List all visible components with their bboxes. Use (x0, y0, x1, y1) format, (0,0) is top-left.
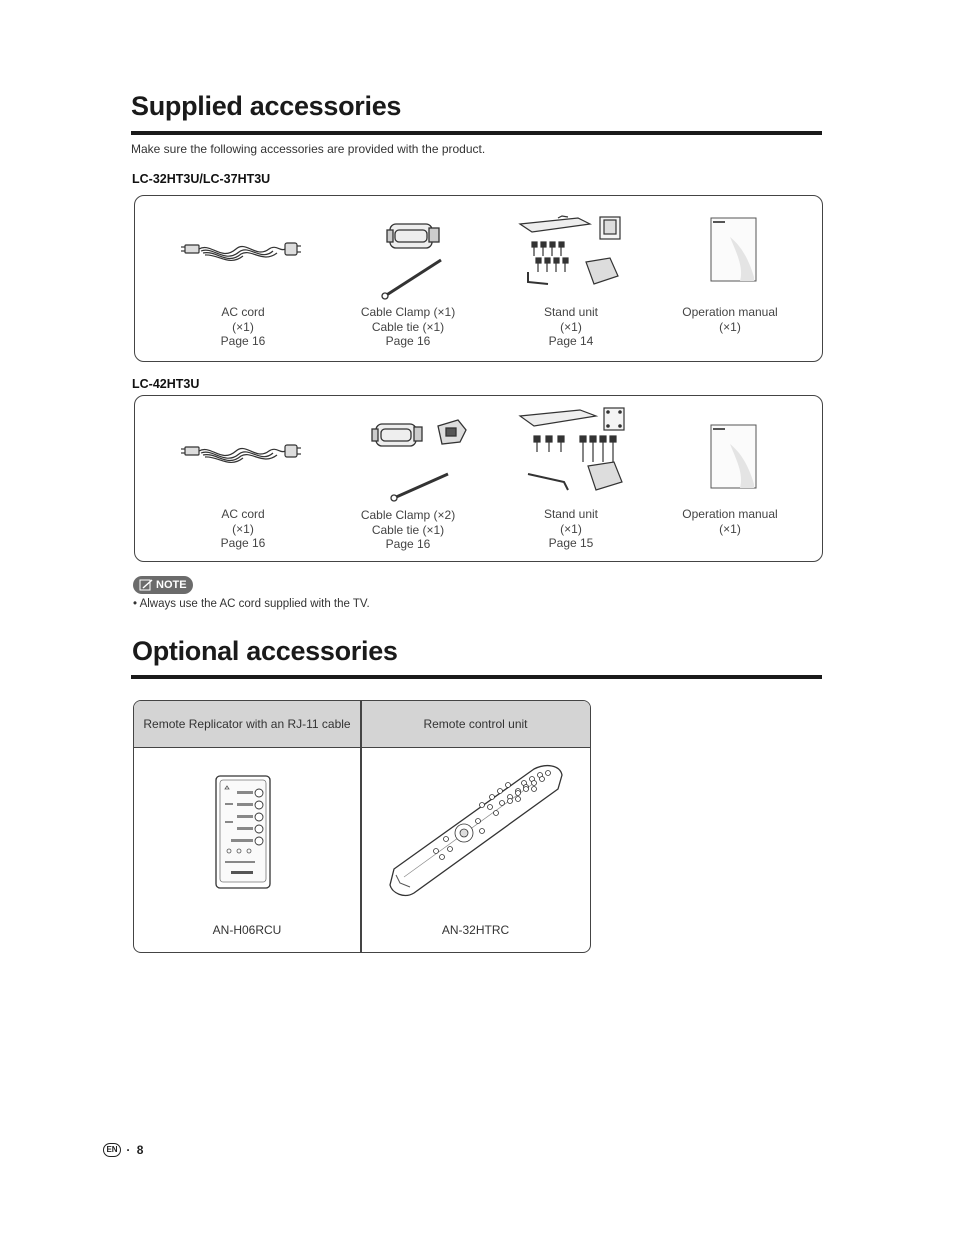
caption-cable-clamp: Cable Clamp (×1) Cable tie (×1) Page 16 (360, 305, 456, 348)
accessory-box-lc42 (134, 395, 823, 562)
caption-stand-unit: Stand unit (×1) Page 15 (543, 507, 599, 550)
model-an-32htrc: AN-32HTRC (441, 923, 510, 937)
operation-manual-icon (710, 424, 758, 490)
operation-manual-icon (710, 217, 758, 283)
remote-control-icon (384, 761, 568, 901)
model-an-h06rcu: AN-H06RCU (212, 923, 282, 937)
note-label: NOTE (156, 579, 187, 591)
model-heading: LC-32HT3U/LC-37HT3U (132, 172, 271, 186)
cable-clamp-icon (375, 216, 455, 301)
caption-operation-manual: Operation manual (×1) (682, 305, 778, 334)
table-divider (360, 701, 362, 952)
caption-operation-manual: Operation manual (×1) (682, 507, 778, 536)
optional-title: Optional accessories (132, 636, 398, 666)
model-heading: LC-42HT3U (132, 377, 200, 391)
page-number-value: 8 (136, 1142, 144, 1157)
caption-ac-cord: AC cord (×1) Page 16 (220, 507, 266, 550)
title-rule (131, 131, 822, 135)
note-bullet: • Always use the AC cord supplied with the TV. (133, 598, 370, 610)
stand-unit-icon (518, 406, 638, 506)
accessory-box-lc32-37 (134, 195, 823, 362)
cable-clamp-icon (368, 414, 478, 506)
page-number: EN · 8 (103, 1142, 143, 1157)
optional-accessories-table (133, 700, 591, 953)
supplied-title: Supplied accessories (131, 91, 402, 121)
table-header-remote: Remote control unit (361, 701, 590, 748)
caption-ac-cord: AC cord (×1) Page 16 (220, 305, 266, 348)
stand-unit-icon (518, 214, 638, 304)
note-badge (133, 576, 193, 594)
ac-cord-icon (181, 436, 301, 476)
ac-cord-icon (181, 234, 301, 274)
language-badge: EN (103, 1143, 121, 1157)
caption-stand-unit: Stand unit (×1) Page 14 (543, 305, 599, 348)
caption-cable-clamp: Cable Clamp (×2) Cable tie (×1) Page 16 (360, 508, 456, 551)
table-header-replicator: Remote Replicator with an RJ-11 cable (134, 701, 360, 748)
remote-replicator-icon (215, 775, 271, 889)
title-rule (131, 675, 822, 679)
note-pencil-icon (139, 579, 153, 591)
intro-text: Make sure the following accessories are provided with the product. (131, 142, 486, 156)
